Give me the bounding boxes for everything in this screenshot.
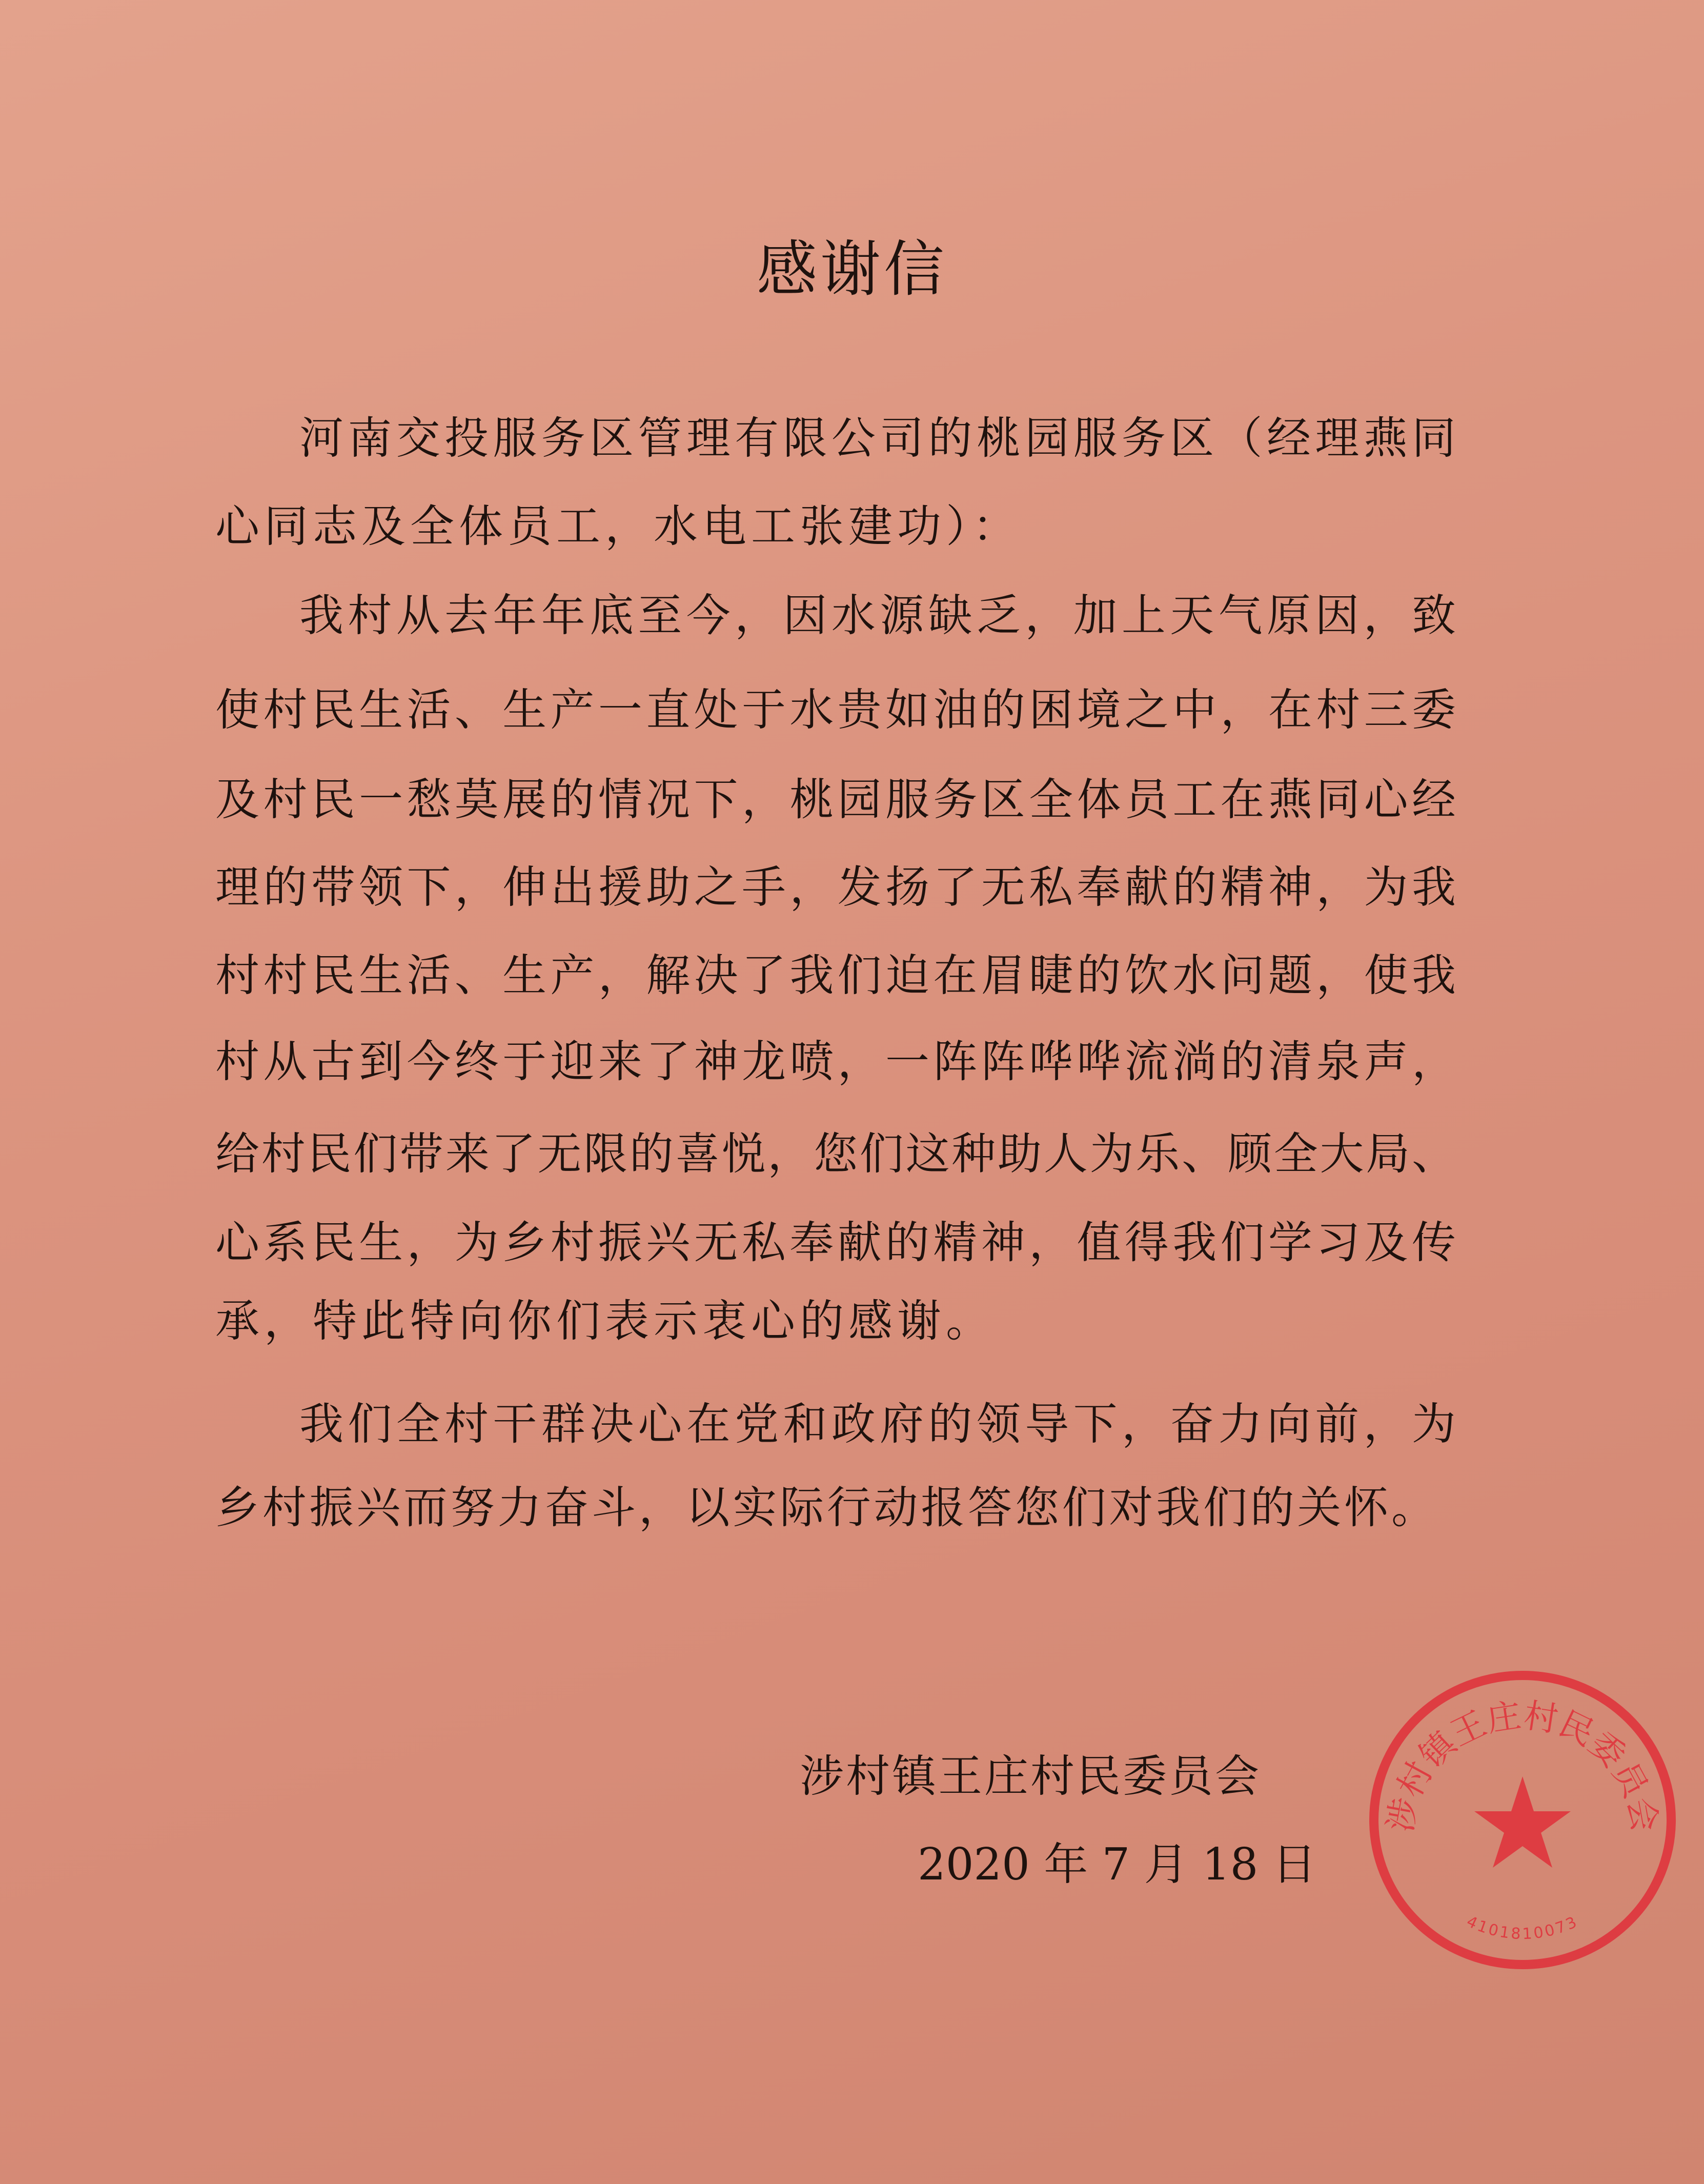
body-line: 理的带领下，伸出援助之手，发扬了无私奉献的精神，为我 [215,862,1456,913]
body-line: 给村民们带来了无限的喜悦，您们这种助人为乐、顾全大局、 [215,1128,1456,1180]
body-line: 使村民生活、生产一直处于水贵如油的困境之中，在村三委 [215,684,1456,736]
seal-code: 4101810073 [1464,1912,1581,1944]
body-line: 村村民生活、生产，解决了我们迫在眉睫的饮水问题，使我 [215,950,1456,1001]
body-line: 乡村振兴而努力奋斗，以实际行动报答您们对我们的关怀。 [215,1482,1435,1533]
letter-title: 感谢信 [756,234,947,305]
body-line: 河南交投服务区管理有限公司的桃园服务区（经理燕同 [299,413,1456,464]
signature-date: 2020 年 7 月 18 日 [918,1839,1316,1890]
body-line: 承，特此特向你们表示衷心的感谢。 [215,1296,995,1347]
seal-text: 涉村镇王庄村民委员会 [1380,1695,1665,1835]
seal-star-icon [1474,1776,1571,1868]
body-line: 我村从去年年底至今，因水源缺乏，加上天气原因，致 [299,590,1456,641]
signature-org: 涉村镇王庄村民委员会 [800,1751,1261,1802]
body-line: 及村民一愁莫展的情况下，桃园服务区全体员工在燕同心经 [215,774,1456,825]
body-line: 我们全村干群决心在党和政府的领导下，奋力向前，为 [299,1399,1456,1450]
body-line: 心同志及全体员工，水电工张建功）： [215,501,1021,552]
official-seal [1364,1666,1681,1974]
body-line: 心系民生，为乡村振兴无私奉献的精神，值得我们学习及传 [215,1217,1456,1268]
body-line: 村从古到今终于迎来了神龙喷，一阵阵哗哗流淌的清泉声， [215,1036,1456,1087]
